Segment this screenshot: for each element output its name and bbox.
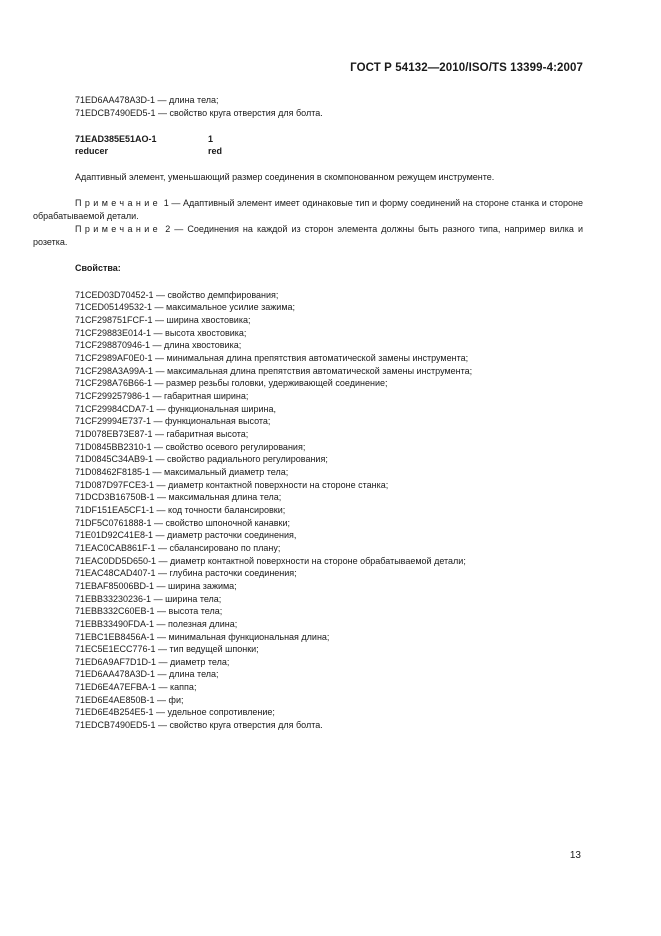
- note-1: [33, 197, 583, 223]
- properties-title: Свойства:: [75, 262, 121, 273]
- property-item: 71ED6E4AE850B-1 — фи;: [75, 694, 184, 705]
- entry-code-row: [33, 133, 583, 146]
- property-item: 71ED6E4B254E5-1 — удельное сопротивление;: [75, 707, 275, 718]
- property-item: 71EBB332C60EB-1 — высота тела;: [75, 606, 223, 617]
- property-item: 71EDCB7490ED5-1 — свойство круга отверстия для болта.: [75, 720, 323, 731]
- property-item: 71EBB33490FDA-1 — полезная длина;: [75, 618, 238, 629]
- page-number: 13: [569, 850, 581, 861]
- property-item: 71DF151EA5CF1-1 — код точности балансировки;: [75, 504, 286, 515]
- property-item: 71CF298751FCF-1 — ширина хвостовика;: [75, 315, 251, 326]
- property-item: 71D08462F8185-1 — максимальный диаметр тела;: [75, 466, 289, 477]
- property-item: 71DCD3B16750B-1 — максимальная длина тела;: [75, 492, 282, 503]
- note-2-num: 2: [165, 223, 171, 234]
- property-item: 71ED6AA478A3D-1 — длина тела;: [75, 669, 219, 680]
- properties-list: [33, 289, 583, 732]
- note-1-label: Примечание: [75, 197, 162, 208]
- property-item: 71EBAF85006BD-1 — ширина зажима;: [75, 580, 237, 591]
- property-item: 71CF2989AF0E0-1 — минимальная длина препятствия автоматической замены инструмента;: [75, 353, 469, 364]
- note-2: [33, 223, 583, 249]
- property-item: 71EBB33230236-1 — ширина тела;: [75, 593, 222, 604]
- property-item: 71EBC1EB8456A-1 — минимальная функциональная длина;: [75, 631, 330, 642]
- entry-code: 71EAD385E51AO-1: [75, 133, 157, 144]
- entry-name-row: [33, 145, 583, 158]
- note-1-text: — Адаптивный элемент имеет одинаковые тип и форму соединений на стороне станка и стороне обрабатываемой детали.: [33, 197, 583, 221]
- page-content: [33, 94, 583, 732]
- property-item: 71EAC0CAB861F-1 — сбалансировано по плану;: [75, 542, 281, 553]
- property-item: 71ED6E4A7EFBA-1 — каппа;: [75, 682, 197, 693]
- property-item: 71EC5E1ECC776-1 — тип ведущей шпонки;: [75, 644, 259, 655]
- property-item: 71CF29984CDA7-1 — функциональная ширина,: [75, 403, 276, 414]
- top-line-1: 71ED6AA478A3D-1 — длина тела;: [75, 95, 219, 105]
- property-item: 71EAC48CAD407-1 — глубина расточки соединения;: [75, 568, 297, 579]
- property-item: 71CF298A3A99A-1 — максимальная длина препятствия автоматической замены инструмента;: [75, 365, 473, 376]
- note-2-text: — Соединения на каждой из сторон элемента должны быть разного типа, например вилка и розетка.: [33, 223, 583, 247]
- property-item: 71D078EB73E87-1 — габаритная высота;: [75, 429, 249, 439]
- top-line-2: 71EDCB7490ED5-1 — свойство круга отверстия для болта.: [75, 107, 323, 118]
- property-item: 71CED05149532-1 — максимальное усилие зажима;: [75, 302, 296, 313]
- property-item: 71D0845BB2310-1 — свойство осевого регулирования;: [75, 441, 306, 452]
- document-header: ГОСТ Р 54132—2010/ISO/TS 13399-4:2007: [350, 62, 583, 74]
- entry-name-right: red: [208, 146, 223, 157]
- property-item: 71ED6A9AF7D1D-1 — диаметр тела;: [75, 656, 230, 667]
- entry-number: 1: [208, 133, 214, 144]
- property-item: 71CF298870946-1 — длина хвостовика;: [75, 340, 242, 351]
- property-item: 71CED03D70452-1 — свойство демпфирования;: [75, 289, 279, 300]
- definition: Адаптивный элемент, уменьшающий размер соединения в скомпонованном режущем инструменте.: [75, 172, 495, 183]
- property-item: 71CF29994E737-1 — функциональная высота;: [75, 416, 271, 427]
- property-item: 71CF298A76B66-1 — размер резьбы головки, удерживающей соединение;: [75, 378, 388, 389]
- property-item: 71EAC0DD5D650-1 — диаметр контактной поверхности на стороне обрабатываемой детали;: [75, 555, 466, 566]
- property-item: 71CF299257986-1 — габаритная ширина;: [75, 391, 249, 402]
- property-item: 71CF29883E014-1 — высота хвостовика;: [75, 327, 247, 338]
- note-1-num: 1: [163, 197, 169, 208]
- property-item: 71E01D92C41E8-1 — диаметр расточки соединения,: [75, 530, 297, 541]
- note-2-label: Примечание: [75, 223, 162, 234]
- property-item: 71D0845C34AB9-1 — свойство радиального регулирования;: [75, 454, 328, 465]
- entry-name-left: reducer: [75, 146, 109, 157]
- property-item: 71D087D97FCE3-1 — диаметр контактной поверхности на стороне станка;: [75, 479, 389, 490]
- property-item: 71DF5C0761888-1 — свойство шпоночной канавки;: [75, 517, 291, 528]
